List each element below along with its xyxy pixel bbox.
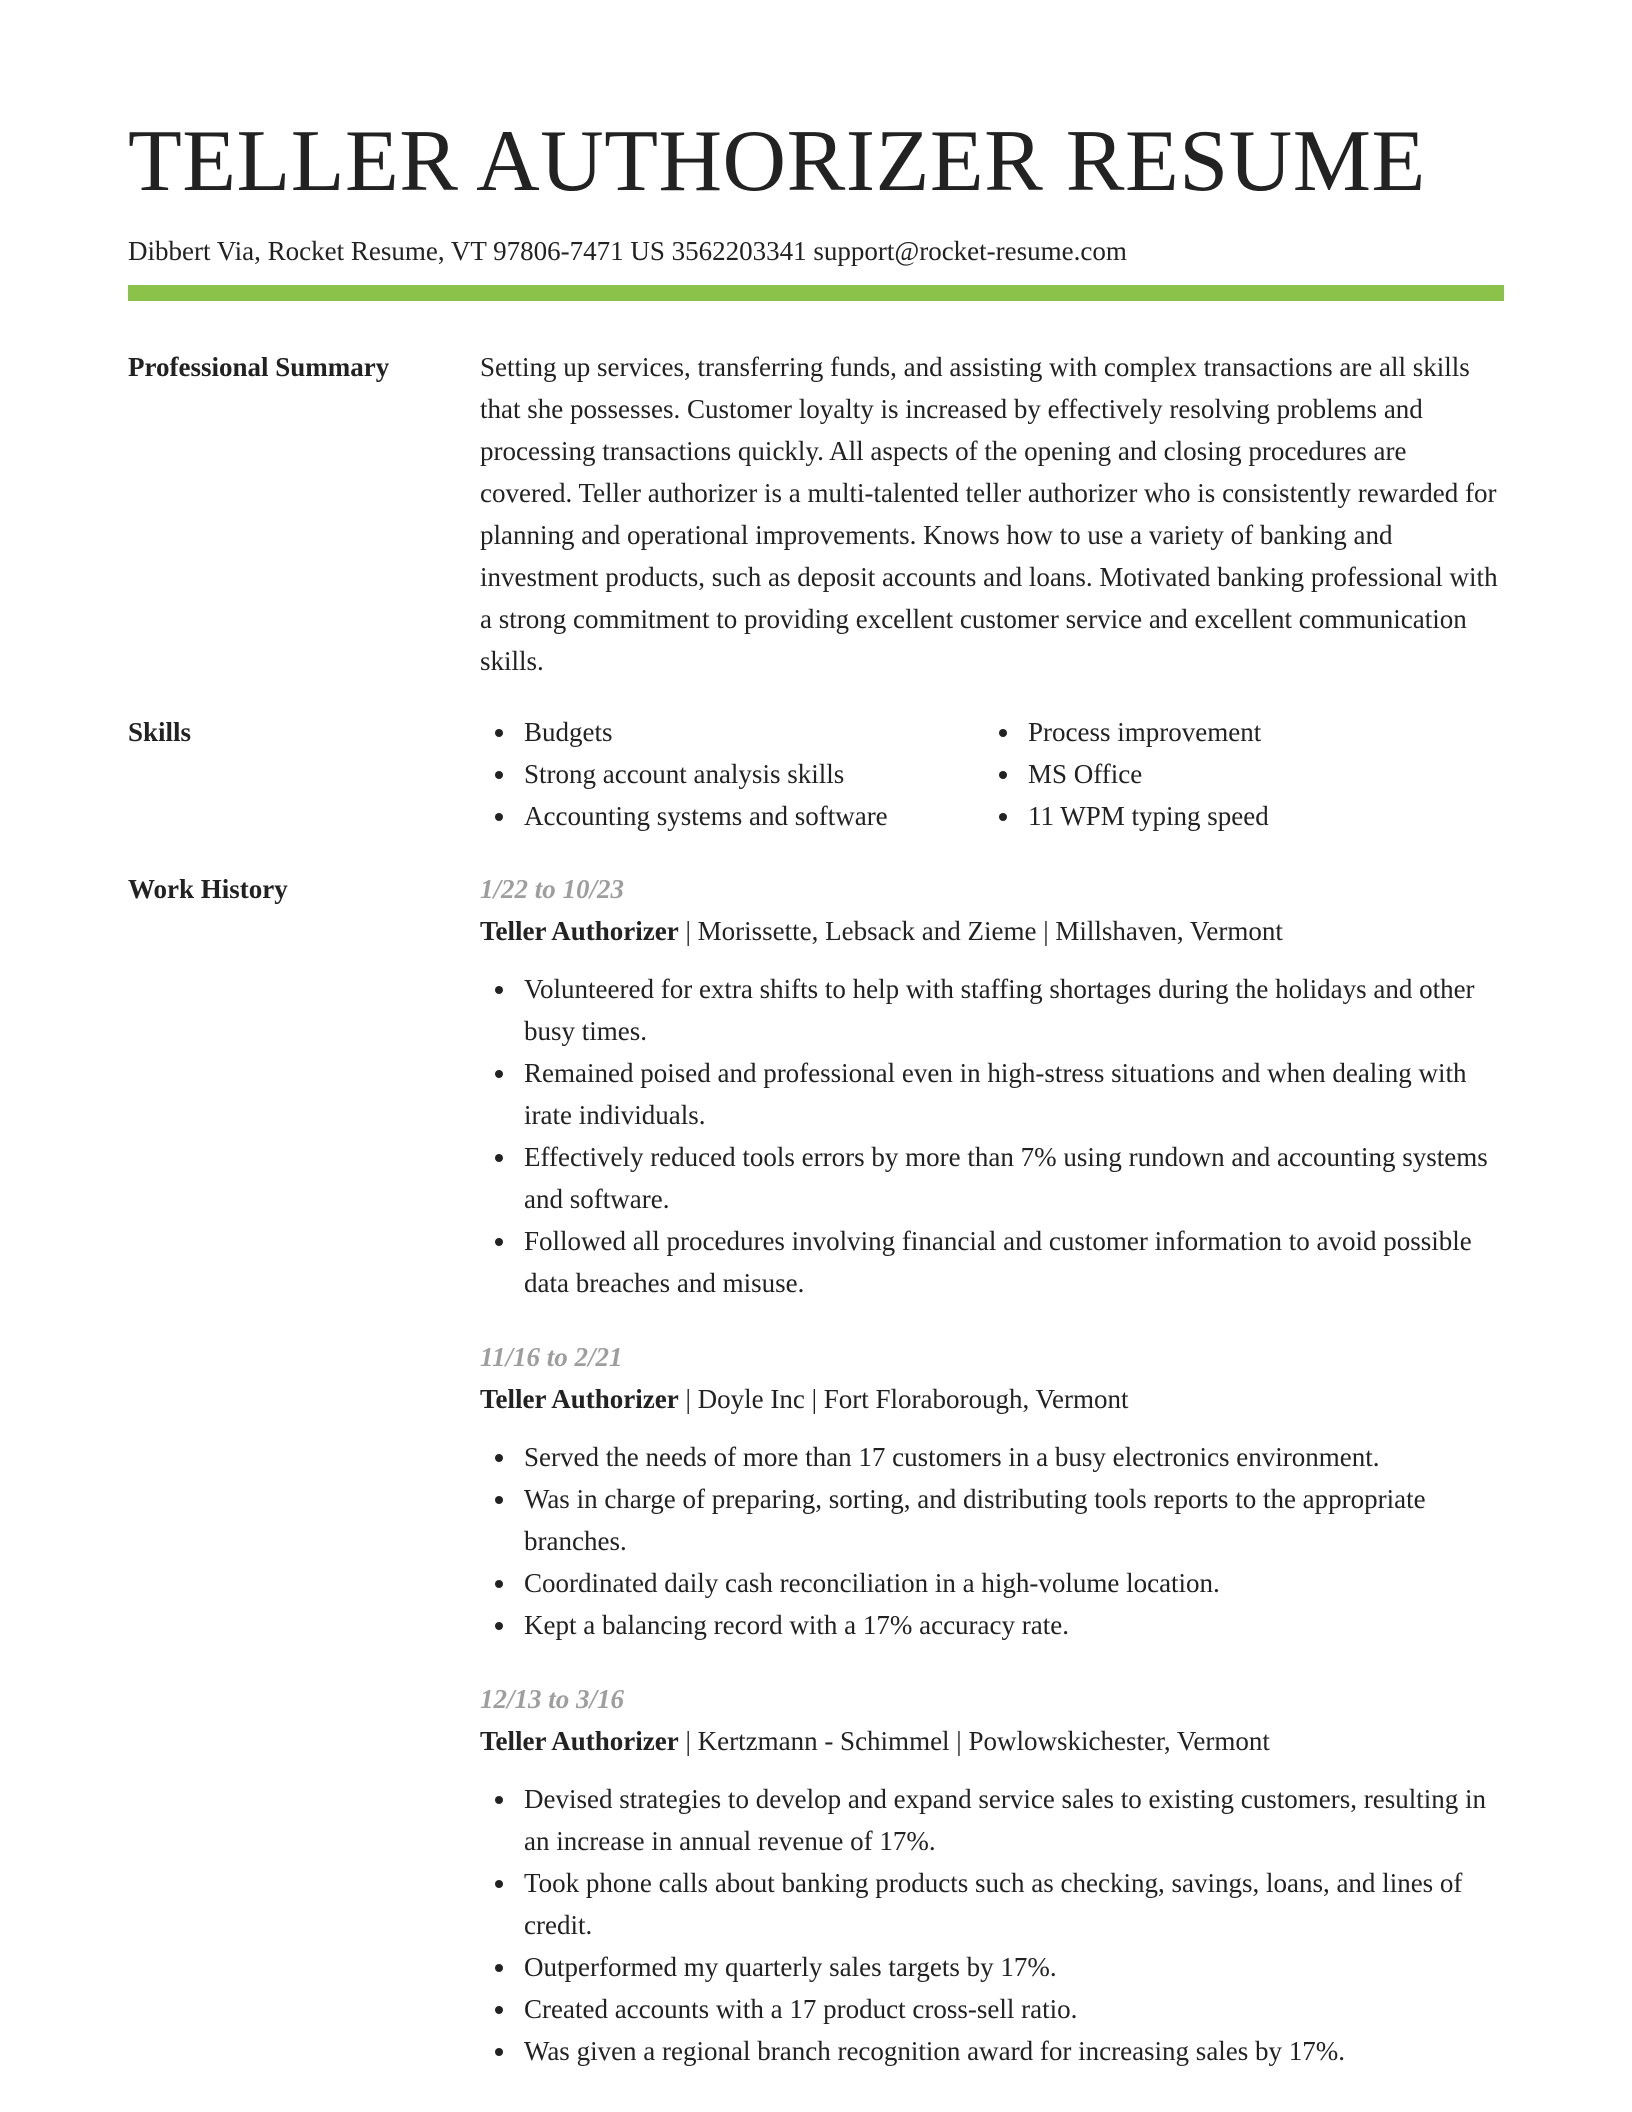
job-bullets [480,1436,1504,1646]
job-entry [480,868,1504,1304]
job-employer-location: | Doyle Inc | Fort Floraborough, Vermont [678,1384,1129,1414]
job-dates: 11/16 to 2/21 [480,1342,623,1372]
skills-heading: Skills [128,717,192,747]
skill-item: Accounting systems and software [480,795,984,837]
job-title: Teller Authorizer [480,1726,679,1756]
job-heading [480,1720,1504,1762]
summary-heading: Professional Summary [128,352,390,382]
job-bullet: Coordinated daily cash reconciliation in a high-volume location. [480,1562,1504,1604]
work-history-section [128,868,1504,2104]
job-bullet: Created accounts with a 17 product cross-sell ratio. [480,1988,1504,2030]
job-entry [480,1336,1504,1646]
summary-section [128,346,1504,682]
job-bullet: Devised strategies to develop and expand service sales to existing customers, resulting in an increase in annual revenue of 17%. [480,1778,1504,1862]
job-bullet: Kept a balancing record with a 17% accuracy rate. [480,1604,1504,1646]
skills-body [480,711,1504,837]
job-heading [480,910,1504,952]
skills-column-2 [984,711,1488,837]
summary-body [480,346,1504,682]
job-title: Teller Authorizer [480,1384,679,1414]
job-employer-location: | Kertzmann - Schimmel | Powlowskichester, Vermont [678,1726,1270,1756]
skill-item: Strong account analysis skills [480,753,984,795]
skill-item: Budgets [480,711,984,753]
skill-item: MS Office [984,753,1488,795]
skills-section [128,711,1504,837]
job-bullet: Took phone calls about banking products such as checking, savings, loans, and lines of credit. [480,1862,1504,1946]
resume-header [128,113,1504,267]
job-bullet: Outperformed my quarterly sales targets by 17%. [480,1946,1504,1988]
job-heading [480,1378,1504,1420]
skill-item: Process improvement [984,711,1488,753]
job-dates: 12/13 to 3/16 [480,1684,625,1714]
job-bullet: Was in charge of preparing, sorting, and distributing tools reports to the appropriate branches. [480,1478,1504,1562]
resume-title: TELLER AUTHORIZER RESUME [128,113,1426,210]
job-bullet: Followed all procedures involving financial and customer information to avoid possible data breaches and misuse. [480,1220,1504,1304]
job-bullet: Effectively reduced tools errors by more than 7% using rundown and accounting systems and software. [480,1136,1504,1220]
skill-item: 11 WPM typing speed [984,795,1488,837]
job-bullets [480,1778,1504,2072]
job-bullets [480,968,1504,1304]
contact-info: Dibbert Via, Rocket Resume, VT 97806-7471 US 3562203341 support@rocket-resume.com [128,236,1127,266]
skills-columns [480,711,1504,837]
job-bullet: Served the needs of more than 17 customers in a busy electronics environment. [480,1436,1504,1478]
job-title: Teller Authorizer [480,916,679,946]
summary-text: Setting up services, transferring funds, and assisting with complex transactions are all skills that she possesses. Customer loyalty is increased by effectively resolving problems and processing transactions quickly. All aspects of the opening and closing procedures are covered. Teller authorizer is a multi-talented teller authorizer who is consistently rewarded for planning and operational improvements. Knows how to use a variety of banking and investment products, such as deposit accounts and loans. Motivated banking professional with a strong commitment to providing excellent customer service and excellent communication skills. [480,352,1498,676]
accent-divider [128,285,1504,301]
work-history-heading: Work History [128,874,288,904]
job-entry [480,1678,1504,2072]
job-dates: 1/22 to 10/23 [480,874,625,904]
work-history-body [480,868,1504,2104]
job-bullet: Volunteered for extra shifts to help with staffing shortages during the holidays and other busy times. [480,968,1504,1052]
job-bullet: Remained poised and professional even in high-stress situations and when dealing with irate individuals. [480,1052,1504,1136]
skills-column-1 [480,711,984,837]
job-bullet: Was given a regional branch recognition award for increasing sales by 17%. [480,2030,1504,2072]
job-employer-location: | Morissette, Lebsack and Zieme | Millshaven, Vermont [678,916,1283,946]
